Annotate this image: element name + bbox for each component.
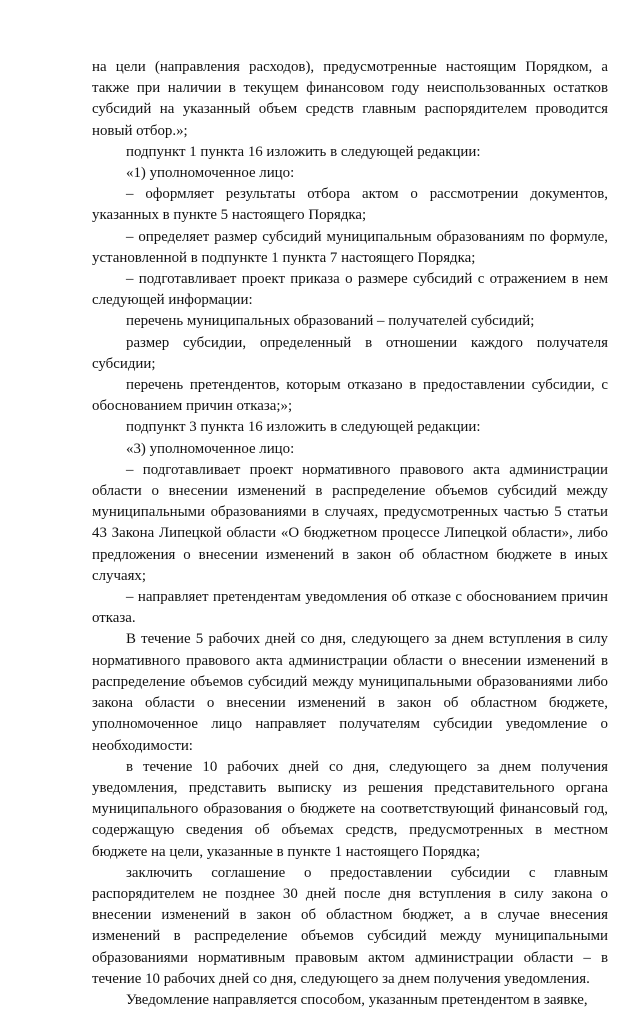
paragraph: перечень претендентов, которым отказано в предоставлении субсидии, с обоснованием причин отказа;»; xyxy=(92,377,608,415)
paragraph: заключить соглашение о предоставлении субсидии с главным распорядителем не позднее 30 дней после дня вступления в силу закона о внесении изменений в закон об областном бюджет, а в случае внесения изменений в распределение объемов субсидий между муниципальными образованиями нормативным правовым актом администрации области – в течение 10 рабочих дней со дня, следующего за днем получения уведомления. xyxy=(92,864,608,987)
document-body xyxy=(92,57,608,1011)
paragraph: – подготавливает проект нормативного правового акта администрации области о внесении изменений в распределение объемов субсидий между муниципальными образованиями в случаях, предусмотренных частью 5 статьи 43 Закона Липецкой области «О бюджетном процессе Липецкой области», либо предложения о внесении изменений в закон об областном бюджете в иных случаях; xyxy=(92,461,608,584)
paragraph: «1) уполномоченное лицо: xyxy=(126,165,295,182)
paragraph: на цели (направления расходов), предусмотренные настоящим Порядком, а также при наличии в текущем финансовом году неиспользованных остатков субсидий на указанный объем средств главным распорядителем проводится новый отбор.»; xyxy=(92,59,608,139)
paragraph: – подготавливает проект приказа о размере субсидий с отражением в нем следующей информации: xyxy=(92,271,608,309)
paragraph: – определяет размер субсидий муниципальным образованиям по формуле, установленной в подпункте 1 пункта 7 настоящего Порядка; xyxy=(92,228,608,266)
paragraph: – направляет претендентам уведомления об отказе с обоснованием причин отказа. xyxy=(92,589,608,627)
paragraph: перечень муниципальных образований – получателей субсидий; xyxy=(126,313,535,330)
paragraph: подпункт 3 пункта 16 изложить в следующей редакции: xyxy=(126,419,481,436)
paragraph: «3) уполномоченное лицо: xyxy=(126,440,295,457)
paragraph: – оформляет результаты отбора актом о рассмотрении документов, указанных в пункте 5 настоящего Порядка; xyxy=(92,186,608,224)
paragraph: В течение 5 рабочих дней со дня, следующего за днем вступления в силу нормативного правового акта администрации области о внесении изменений в распределение объемов субсидий между муниципальными образованиями либо закона области о внесении изменений в закон об областном бюджете, уполномоченное лицо направляет получателям субсидии уведомление о необходимости: xyxy=(92,631,608,754)
paragraph: Уведомление направляется способом, указанным претендентом в заявке, xyxy=(126,991,588,1008)
paragraph: размер субсидии, определенный в отношении каждого получателя субсидии; xyxy=(92,334,608,372)
paragraph: в течение 10 рабочих дней со дня, следующего за днем получения уведомления, представить выписку из решения представительного органа муниципального образования о бюджете на соответствующий финансовый год, содержащую сведения об объемах средств, предусмотренных в местном бюджете на цели, указанные в пункте 1 настоящего Порядка; xyxy=(92,758,608,860)
paragraph: подпункт 1 пункта 16 изложить в следующей редакции: xyxy=(126,143,481,160)
